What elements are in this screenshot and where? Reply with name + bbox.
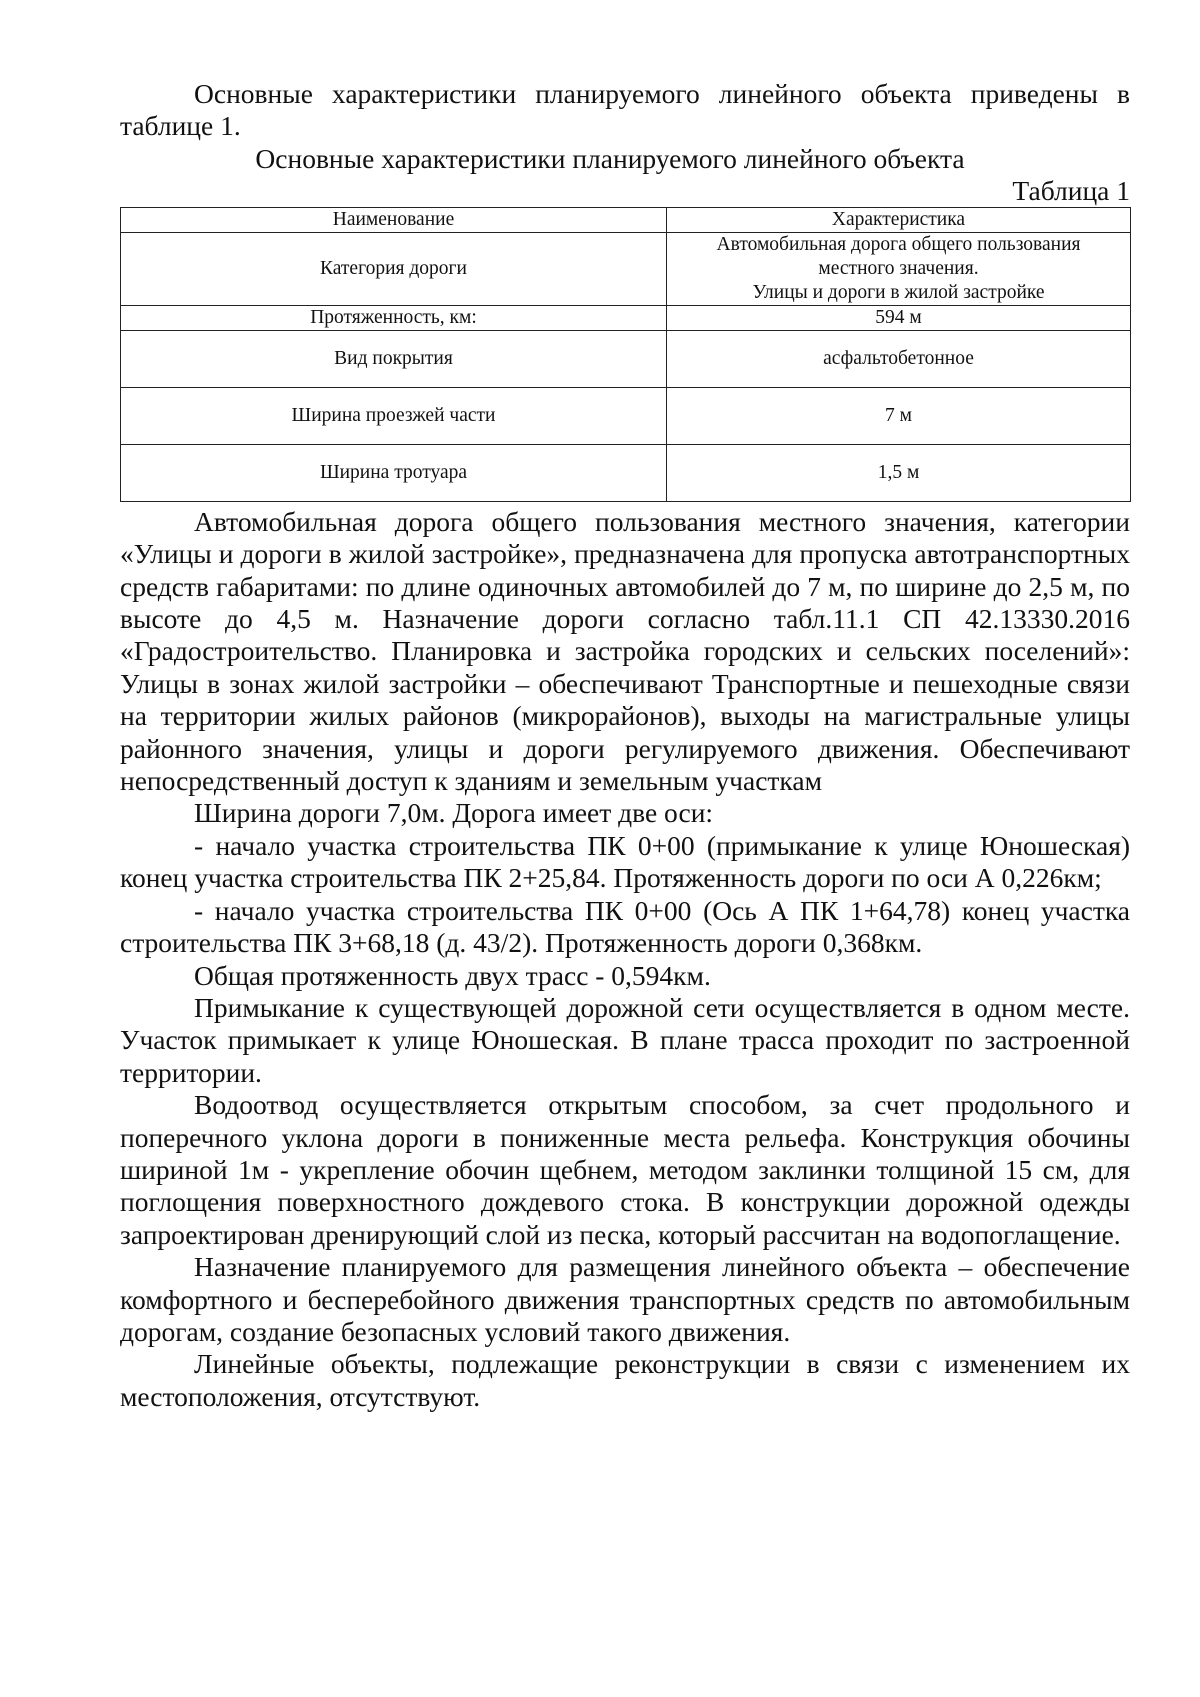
table-row: [121, 232, 1131, 305]
row-name-carriageway-width: Ширина проезжей части: [121, 387, 667, 444]
table-row: [121, 387, 1131, 444]
total-length-paragraph: Общая протяженность двух трасс - 0,594км.: [194, 959, 711, 991]
table-caption: Основные характеристики планируемого линейного объекта: [255, 142, 965, 174]
reconstruction-paragraph: Линейные объекты, подлежащие реконструкции в связи с изменением их местоположения, отсутствуют.: [120, 1348, 1130, 1412]
table-number: Таблица 1: [1012, 174, 1130, 206]
row-name-surface-type: Вид покрытия: [121, 330, 667, 387]
row-value-sidewalk-width: 1,5 м: [667, 444, 1131, 501]
drainage-paragraph: Водоотвод осуществляется открытым способом, за счет продольного и поперечного уклона дороги в пониженные места рельефа. Конструкция обочины шириной 1м - укрепление обочин щебнем, методом заклинки толщиной 15 см, для поглощения поверхностного дождевого стока. В конструкции дорожной одежды запроектирован дренирующий слой из песка, который рассчитан на водопоглащение.: [120, 1089, 1130, 1250]
table-row: [121, 305, 1131, 330]
intro-paragraph: Основные характеристики планируемого линейного объекта приведены в таблице 1.: [120, 78, 1130, 142]
table-row: [121, 444, 1131, 501]
row-value-length: 594 м: [667, 305, 1131, 330]
axis-a-paragraph: - начало участка строительства ПК 0+00 (примыкание к улице Юношеская) конец участка строительства ПК 2+25,84. Протяженность дороги по оси А 0,226км;: [120, 829, 1130, 894]
value-line: Улицы и дороги в жилой застройке: [752, 281, 1045, 303]
object-purpose-paragraph: Назначение планируемого для размещения линейного объекта – обеспечение комфортного и бесперебойного движения транспортных средств по автомобильным дорогам, создание безопасных условий такого движения.: [120, 1251, 1130, 1347]
characteristics-table: [120, 207, 1131, 502]
column-header-name: Наименование: [121, 207, 667, 232]
table-header-row: [121, 207, 1131, 232]
axis-b-paragraph: - начало участка строительства ПК 0+00 (Ось А ПК 1+64,78) конец участка строительства ПК 3+68,18 (д. 43/2). Протяженность дороги 0,368км.: [120, 894, 1130, 959]
value-line: Автомобильная дорога общего пользования: [716, 233, 1081, 255]
row-value-road-category: [667, 232, 1131, 305]
row-name-sidewalk-width: Ширина тротуара: [121, 444, 667, 501]
junction-paragraph: Примыкание к существующей дорожной сети осуществляется в одном месте. Участок примыкает к улице Юношеская. В плане трасса проходит по застроенной территории.: [120, 991, 1130, 1088]
row-name-length: Протяженность, км:: [121, 305, 667, 330]
row-value-surface-type: асфальтобетонное: [667, 330, 1131, 387]
value-line: местного значения.: [818, 257, 979, 279]
row-name-road-category: Категория дороги: [121, 232, 667, 305]
column-header-characteristic: Характеристика: [667, 207, 1131, 232]
document-page: [120, 78, 1130, 1413]
table-row: [121, 330, 1131, 387]
road-width-paragraph: Ширина дороги 7,0м. Дорога имеет две оси:: [194, 797, 714, 829]
row-value-carriageway-width: 7 м: [667, 387, 1131, 444]
road-purpose-paragraph: Автомобильная дорога общего пользования местного значения, категории «Улицы и дороги в жилой застройке», предназначена для пропуска автотранспортных средств габаритами: по длине одиночных автомобилей до 7 м, по ширине до 2,5 м, по высоте до 4,5 м. Назначение дороги согласно табл.11.1 СП 42.13330.2016 «Градостроительство. Планировка и застройка городских и сельских поселений»: Улицы в зонах жилой застройки – обеспечивают Транспортные и пешеходные связи на территории жилых районов (микрорайонов), выходы на магистральные улицы районного значения, улицы и дороги регулируемого движения. Обеспечивают непосредственный доступ к зданиям и земельным участкам: [120, 505, 1130, 797]
